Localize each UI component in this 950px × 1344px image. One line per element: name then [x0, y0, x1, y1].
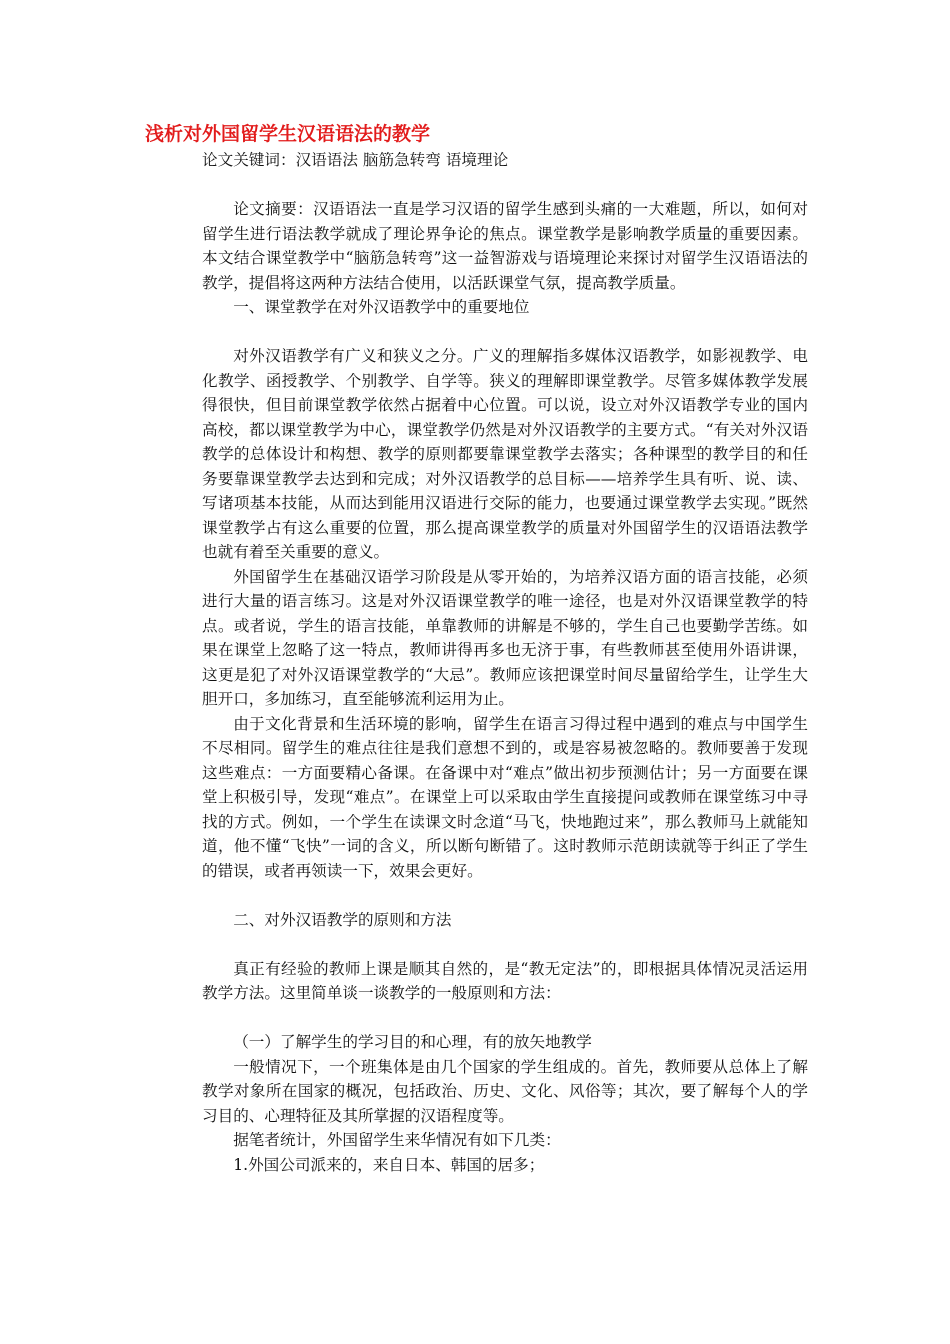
spacer [202, 932, 808, 957]
document-title: 浅析对外国留学生汉语语法的教学 [145, 123, 431, 145]
list-item: 1.外国公司派来的，来自日本、韩国的居多； [233, 1155, 545, 1174]
section-heading-1: 一、课堂教学在对外汉语教学中的重要地位 [233, 298, 530, 316]
body-paragraph: 由于文化背景和生活环境的影响，留学生在语言习得过程中遇到的难点与中国学生不尽相同。留学生的难点往往是我们意想不到的，或是容易被忽略的。教师要善于发现这些难点：一方面要精心备课。在备课中对“难点”做出初步预测估计；另一方面要在课堂上积极引导，发现“难点”。在课堂上可以采取由学生直接提问或教师在课堂练习中寻找的方式。例如，一个学生在读课文时念道“马飞，快地跑过来”，那么教师马上就能知道，他不懂“飞快”一词的含义，所以断句断错了。这时教师示范朗读就等于纠正了学生的错误，或者再领读一下，效果会更好。 [202, 714, 808, 880]
body-paragraph: 真正有经验的教师上课是顺其自然的，是“教无定法”的，即根据具体情况灵活运用教学方法。这里简单谈一谈教学的一般原则和方法： [202, 959, 808, 1002]
spacer [202, 173, 808, 198]
abstract-paragraph: 论文摘要：汉语语法一直是学习汉语的留学生感到头痛的一大难题，所以，如何对留学生进行语法教学就成了理论界争论的焦点。课堂教学是影响教学质量的重要因素。本文结合课堂教学中“脑筋急转弯”这一益智游戏与语境理论来探讨对留学生汉语语法的教学，提倡将这两种方法结合使用，以活跃课堂气氛，提高教学质量。 [202, 200, 808, 292]
body-paragraph: 对外汉语教学有广义和狭义之分。广义的理解指多媒体汉语教学，如影视教学、电化教学、函授教学、个别教学、自学等。狭义的理解即课堂教学。尽管多媒体教学发展得很快，但目前课堂教学依然占据着中心位置。可以说，设立对外汉语教学专业的国内高校，都以课堂教学为中心，课堂教学仍然是对外汉语教学的主要方式。“有关对外汉语教学的总体设计和构想、教学的原则都要靠课堂教学去落实；各种课型的教学目的和任务要靠课堂教学去达到和完成；对外汉语教学的总目标——培养学生具有听、说、读、写诸项基本技能，从而达到能用汉语进行交际的能力，也要通过课堂教学去实现。”既然课堂教学占有这么重要的位置，那么提高课堂教学的质量对外国留学生的汉语语法教学也就有着至关重要的意义。 [202, 347, 808, 561]
body-paragraph: 外国留学生在基础汉语学习阶段是从零开始的，为培养汉语方面的语言技能，必须进行大量的语言练习。这是对外汉语课堂教学的唯一途径，也是对外汉语课堂教学的特点。或者说，学生的语言技能，单靠教师的讲解是不够的，学生自己也要勤学苦练。如果在课堂上忽略了这一特点，教师讲得再多也无济于事，有些教师甚至使用外语讲课，这更是犯了对外汉语课堂教学的“大忌”。教师应该把课堂时间尽量留给学生，让学生大胆开口，多加练习，直至能够流利运用为止。 [202, 567, 808, 708]
body-paragraph: 一般情况下，一个班集体是由几个国家的学生组成的。首先，教师要从总体上了解教学对象所在国家的概况，包括政治、历史、文化、风俗等；其次，要了解每个人的学习目的、心理特征及其所掌握的汉语程度等。 [202, 1057, 808, 1125]
keywords-line: 论文关键词：汉语语法 脑筋急转弯 语境理论 [202, 151, 509, 169]
section-heading-2: 二、对外汉语教学的原则和方法 [233, 910, 452, 929]
spacer [202, 1006, 808, 1031]
spacer [202, 883, 808, 908]
subsection-heading-1: （一）了解学生的学习目的和心理，有的放矢地教学 [233, 1033, 592, 1051]
spacer [202, 320, 808, 345]
body-paragraph: 据笔者统计，外国留学生来华情况有如下几类： [233, 1131, 561, 1149]
document-body [202, 118, 808, 1177]
